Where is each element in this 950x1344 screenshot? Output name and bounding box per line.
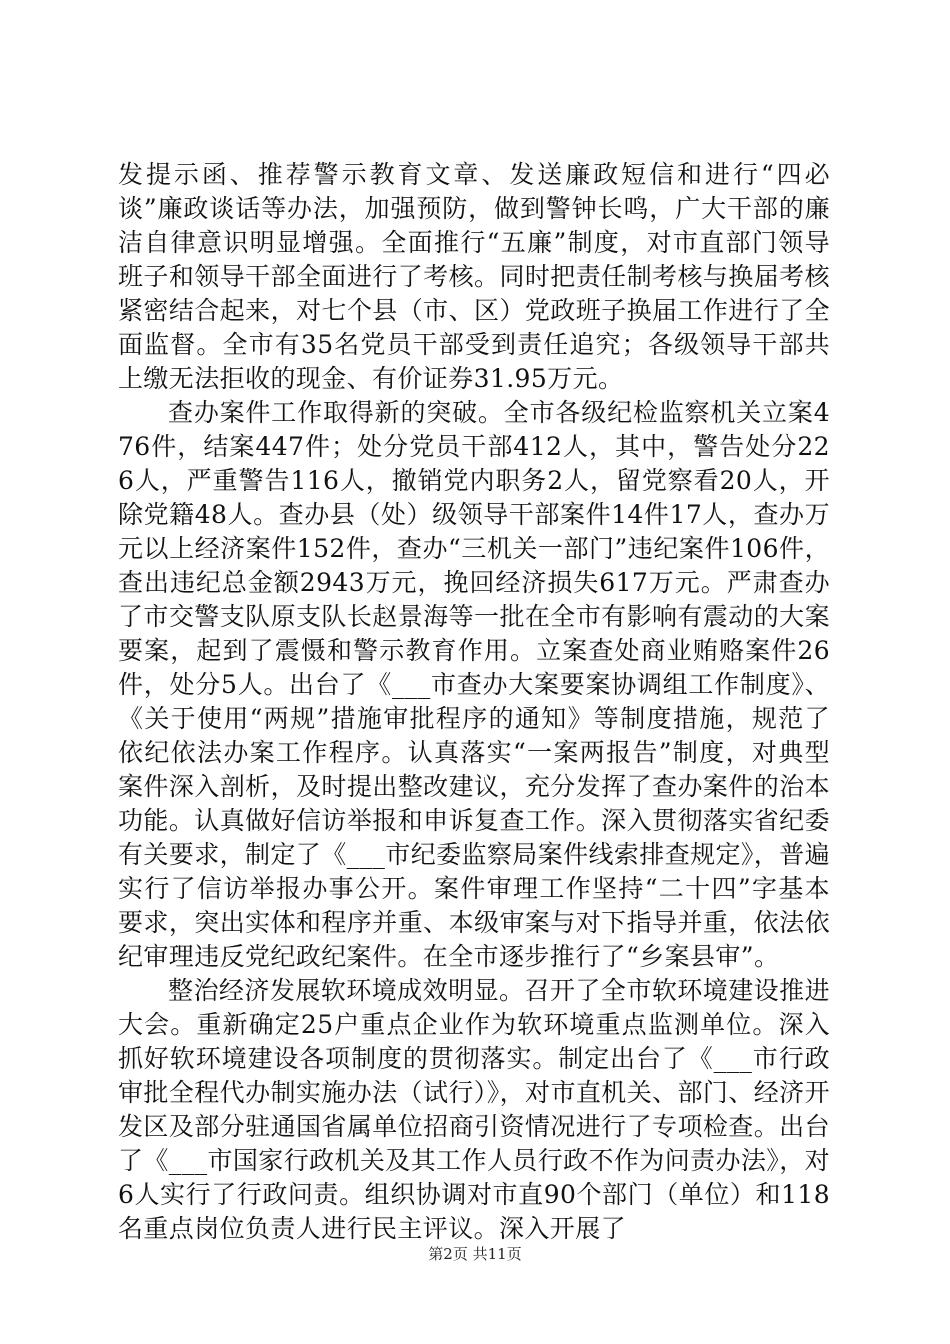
document-body [118, 158, 830, 1246]
paragraph-3: 整治经济发展软环境成效明显。召开了全市软环境建设推进大会。重新确定25户重点企业作为软环境重点监测单位。深入抓好软环境建设各项制度的贯彻落实。制定出台了《___市行政审批全程代办制实施办法（试行）》，对市直机关、部门、经济开发区及部分驻通国省属单位招商引资情况进行了专项检查。出台了《___市国家行政机关及其工作人员行政不作为问责办法》，对6人实行了行政问责。组织协调对市直90个部门（单位）和118名重点岗位负责人进行民主评议。深入开展了 [118, 976, 831, 1243]
paragraph-1: 发提示函、推荐警示教育文章、发送廉政短信和进行“四必谈”廉政谈话等办法，加强预防，做到警钟长鸣，广大干部的廉洁自律意识明显增强。全面推行“五廉”制度，对市直部门领导班子和领导干部全面进行了考核。同时把责任制考核与换届考核紧密结合起来，对七个县（市、区）党政班子换届工作进行了全面监督。全市有35名党员干部受到责任追究；各级领导干部共上缴无法拒收的现金、有价证券31.95万元。 [118, 160, 830, 393]
page-number-footer: 第2页 共11页 [428, 1245, 522, 1263]
paragraph-2: 查办案件工作取得新的突破。全市各级纪检监察机关立案476件，结案447件；处分党员干部412人，其中，警告处分226人，严重警告116人，撤销党内职务2人，留党察看20人，开除党籍48人。查办县（处）级领导干部案件14件17人，查办万元以上经济案件152件，查办“三机关一部门”违纪案件106件，查出违纪总金额2943万元，挽回经济损失617万元。严肃查办了市交警支队原支队长赵景海等一批在全市有影响有震动的大案要案，起到了震慑和警示教育作用。立案查处商业贿赂案件26件，处分5人。出台了《___市查办大案要案协调组工作制度》、《关于使用“两规”措施审批程序的通知》等制度措施，规范了依纪依法办案工作程序。认真落实“一案两报告”制度，对典型案件深入剖析，及时提出整改建议，充分发挥了查办案件的治本功能。认真做好信访举报和申诉复查工作。深入贯彻落实省纪委有关要求，制定了《___市纪委监察局案件线索排查规定》，普遍实行了信访举报办事公开。案件审理工作坚持“二十四”字基本要求，突出实体和程序并重、本级审案与对下指导并重，依法依纪审理违反党纪政纪案件。在全市逐步推行了“乡案县审”。 [118, 398, 831, 971]
